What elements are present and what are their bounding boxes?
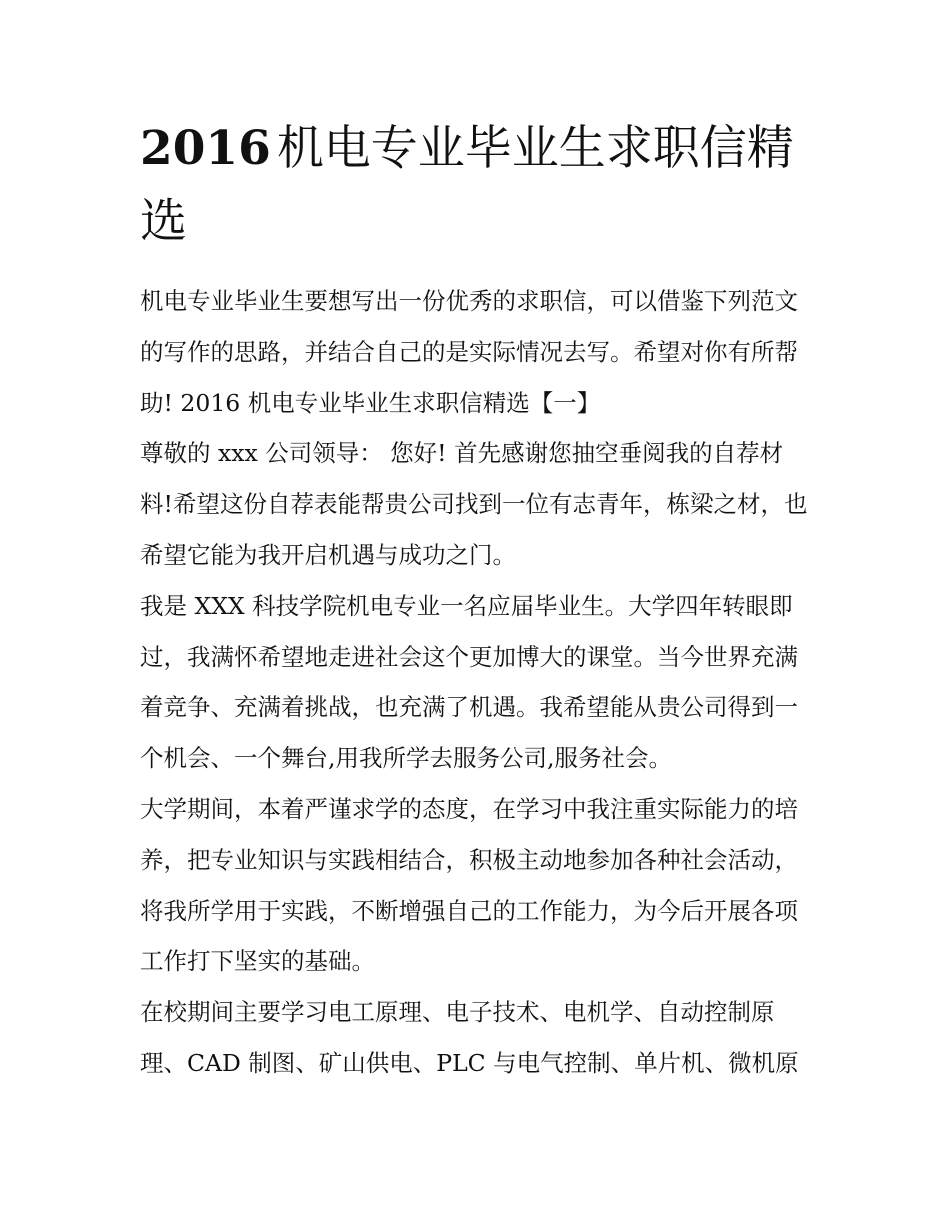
title-text: 机电专业毕业生求职信精选 [140,121,794,249]
paragraph-salutation: 尊敬的 xxx 公司领导： 您好! 首先感谢您抽空垂阅我的自荐材料!希望这份自荐表能帮贵公司找到一位有志青年，栋梁之材，也希望它能为我开启机遇与成功之门。 [140,439,808,569]
title-year: 2016 [140,121,271,176]
document-title [140,112,820,258]
paragraph-intro: 机电专业毕业生要想写出一份优秀的求职信，可以借鉴下列范文的写作的思路，并结合自己的是实际情况去写。希望对你有所帮助! 2016 机电专业毕业生求职信精选【一】 [140,287,798,417]
paragraph-university-period: 大学期间，本着严谨求学的态度，在学习中我注重实际能力的培养，把专业知识与实践相结合，积极主动地参加各种社会活动，将我所学用于实践，不断增强自己的工作能力，为今后开展各项工作打下坚实的基础。 [140,794,798,976]
document-body [140,276,812,1089]
paragraph-courses: 在校期间主要学习电工原理、电子技术、电机学、自动控制原理、CAD 制图、矿山供电、PLC 与电气控制、单片机、微机原 [140,998,799,1077]
paragraph-self-introduction: 我是 XXX 科技学院机电专业一名应届毕业生。大学四年转眼即过，我满怀希望地走进社会这个更加博大的课堂。当今世界充满着竞争、充满着挑战，也充满了机遇。我希望能从贵公司得到一个机会、一个舞台,用我所学去服务公司,服务社会。 [140,591,798,773]
